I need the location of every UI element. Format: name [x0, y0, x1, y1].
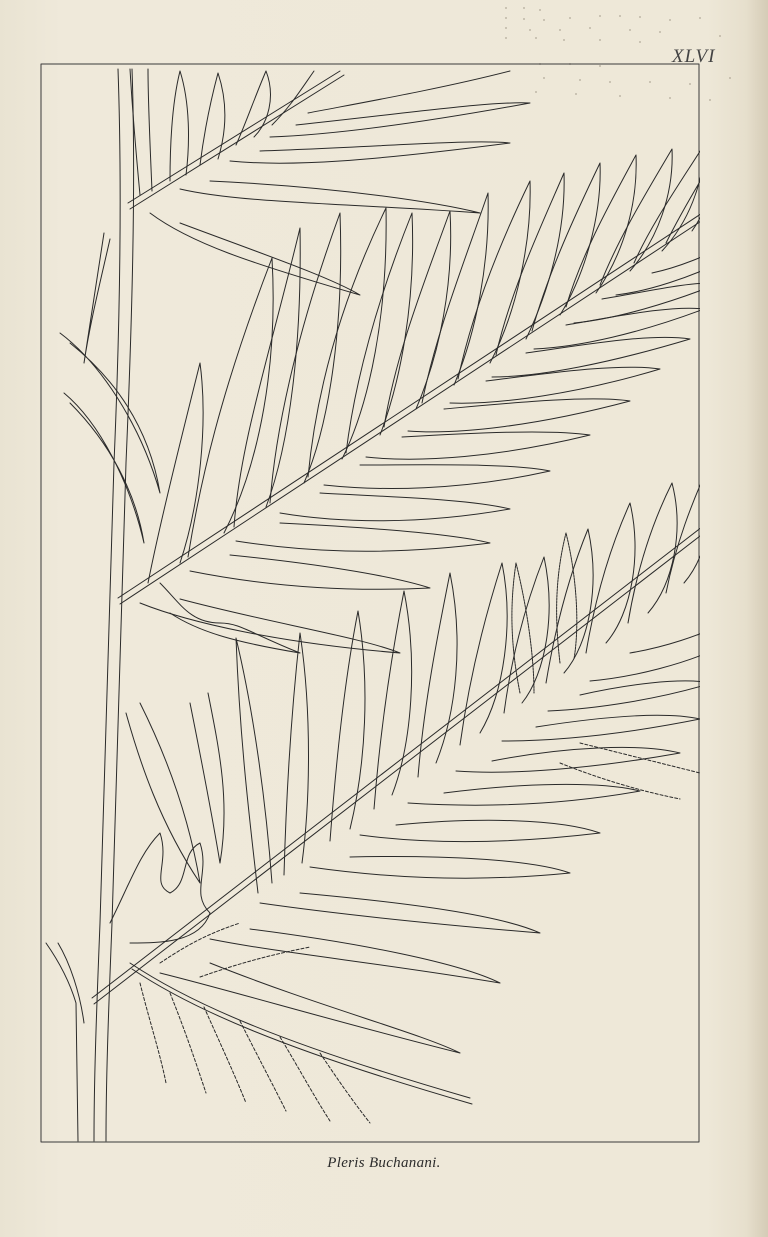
fern-illustration: [40, 63, 700, 1143]
frond-bottom-left: [110, 693, 472, 1123]
page-gutter-shadow: [746, 0, 768, 1237]
plate-number: XLVI: [672, 46, 716, 67]
frond-middle: [60, 145, 700, 653]
frond-top: [84, 69, 530, 363]
main-stipe: [46, 69, 134, 1141]
plate-caption: Pleris Buchanani.: [327, 1155, 441, 1171]
